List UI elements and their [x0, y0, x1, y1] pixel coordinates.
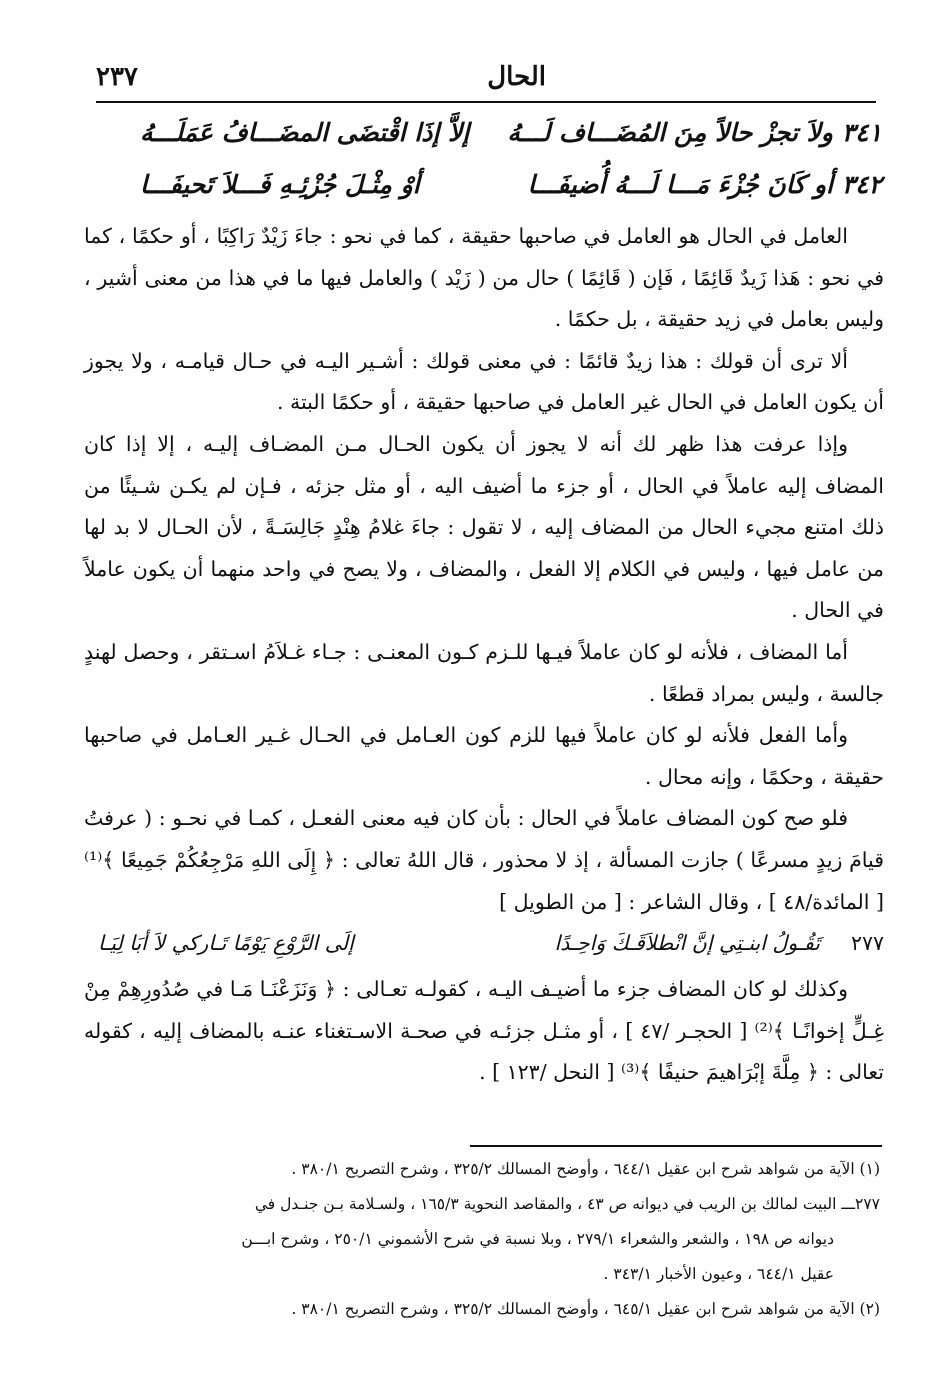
- footnote-1: (١) الآية من شواهد شرح ابن عقيل ٦٤٤/١ ، وأوضح المسالك ٣٢٥/٢ ، وشرح التصريح ٣٨٠/١ .: [291, 1160, 880, 1178]
- verse-first-hemistich: ٣٤٢ أو كَانَ جُزْءَ مَـــا لَـــهُ أُضيفَـــا: [527, 170, 882, 199]
- alfiyya-verse-341: [140, 118, 882, 162]
- paragraph: وكذلك لو كان المضاف جزء ما أضيـف اليـه ، كقولـه تعـالى : ﴿ وَنَزَعْنَـا مَـا في صُدُورِهِمْ مِنْ غِـلٍّ إخوانًـا ﴾⁽²⁾ [ الحجـر /٤٧ ] ، أو مثـل جزئـه في صحـة الاسـتغناء عنـه بالمضاف إليه ، كقوله تعالى : ﴿ مِلَّةَ إبْرَاهيمَ حنيفًا ﴾⁽³⁾ [ النحل /١٢٣ ] .: [84, 977, 884, 1085]
- paragraph: ألا ترى أن قولك : هذا زيدٌ قائمًا : في معنى قولك : أشـير اليـه في حـال قيامـه ، ولا يجوز أن يكون العامل في الحال غير العامل في صاحبها حقيقة ، أو حكمًا البتة .: [84, 348, 884, 415]
- poem-number: ٢٧٧: [850, 931, 884, 956]
- alfiyya-verse-342: [140, 170, 882, 214]
- poem-second-hemistich: إلَى الرَّوْعِ يَوْمًا تَـاركي لاَ أبَا لِيَـا: [98, 931, 354, 956]
- paragraph: أما المضاف ، فلأنه لو كان عاملاً فيـها للـزم كـون المعنـى : جـاء غـلاَمُ اسـتقر ، وحصل لهندٍ جالسة ، وليس بمراد قطعًا .: [84, 639, 884, 706]
- footnotes: [94, 1152, 880, 1327]
- running-header: [96, 62, 876, 96]
- page-number: ٢٣٧: [96, 62, 138, 92]
- paragraph: وإذا عرفت هذا ظهر لك أنه لا يجوز أن يكون الحـال مـن المضـاف إليـه ، إلا إذا كان المضاف إليه عاملاً في الحال ، أو جزء ما أضيف اليه ، أو مثل جزئه ، فـإن لم يكـن شـيئًا من ذلك امتنع مجيء الحال من المضاف إليه ، لا تقول : جاءَ غلامُ هِنْدٍ جَالِسَـةً ، لأن الحـال لا بد لها من عامل فيها ، وليس في الكلام إلا الفعل ، والمضاف ، ولا يصح في واحد منهما أن يكون عاملاً في الحال .: [84, 431, 884, 623]
- paragraph: وأما الفعل فلأنه لو كان عاملاً فيها للزم كون العـامل في الحـال غـير العـامل في صاحبها حقيقة ، وحكمًا ، وإنه محال .: [84, 723, 884, 789]
- paragraph: فلو صح كون المضاف عاملاً في الحال : بأن كان فيه معنى الفعـل ، كمـا في نحـو : ( عرفتُ قيامَ زيدٍ مسرعًا ) جازت المسألة ، إذ لا محذور ، قال اللهُ تعالى : ﴿ إِلَى اللهِ مَرْجِعُكُمْ جَمِيعًا ﴾⁽¹⁾ [ المائدة/٤٨ ] ، وقال الشاعر : [ من الطويل ]: [84, 806, 884, 914]
- footnote-277-cont: ديوانه ص ١٩٨ ، والشعر والشعراء ٢٧٩/١ ، وبلا نسبة في شرح الأشموني ٢٥٠/١ ، وشرح ابـــن: [241, 1230, 834, 1248]
- footnote-rule: [470, 1145, 882, 1147]
- footnote-277-cont: عقيل ٦٤٤/١ ، وعيون الأخبار ٣٤٣/١ .: [603, 1265, 834, 1283]
- chapter-title: الحال: [487, 62, 546, 92]
- header-rule: [96, 101, 876, 103]
- verse-first-hemistich: ٣٤١ ولاَ تجزْ حالاً مِنَ المُضَـــاف لَـــهُ: [507, 118, 882, 147]
- footnote-2: (٢) الآية من شواهد شرح ابن عقيل ٦٤٥/١ ، وأوضح المسالك ٣٢٥/٢ ، وشرح التصريح ٣٨٠/١ .: [291, 1300, 880, 1318]
- footnote-277: ٢٧٧ـــ البيت لمالك بن الريب في ديوانه ص ٤٣ ، والمقاصد النحوية ١٦٥/٣ ، ولسـلامة بـن جنـدل في: [254, 1195, 880, 1213]
- paragraph: العامل في الحال هو العامل في صاحبها حقيقة ، كما في نحو : جاءَ زَيْدٌ رَاكِبًا ، أو حكمًا ، كما في نحو : هَذا زَيدٌ قَائِمًا ، فَإن ( قَائِمًا ) حال من ( زَيْد ) والعامل فيها ما في هذا من معنى أشير ، وليس بعامل في زيد حقيقة ، بل حكمًا .: [84, 224, 884, 332]
- verse-second-hemistich: إلاَّ إذَا اقْتضَى المضَـــافُ عَمَلَـــهُ: [140, 118, 470, 147]
- verse-second-hemistich: أوْ مِثْـلَ جُزْئِـهِ فَـــلاَ تَحيفَـــا: [140, 170, 420, 199]
- poem-verse-277: [84, 923, 884, 969]
- commentary-body: [84, 216, 884, 1094]
- poem-first-hemistich: تَقُـولُ ابنـتِي إنَّ انْطلاَقَـكَ وَاحِـدًا: [554, 931, 820, 956]
